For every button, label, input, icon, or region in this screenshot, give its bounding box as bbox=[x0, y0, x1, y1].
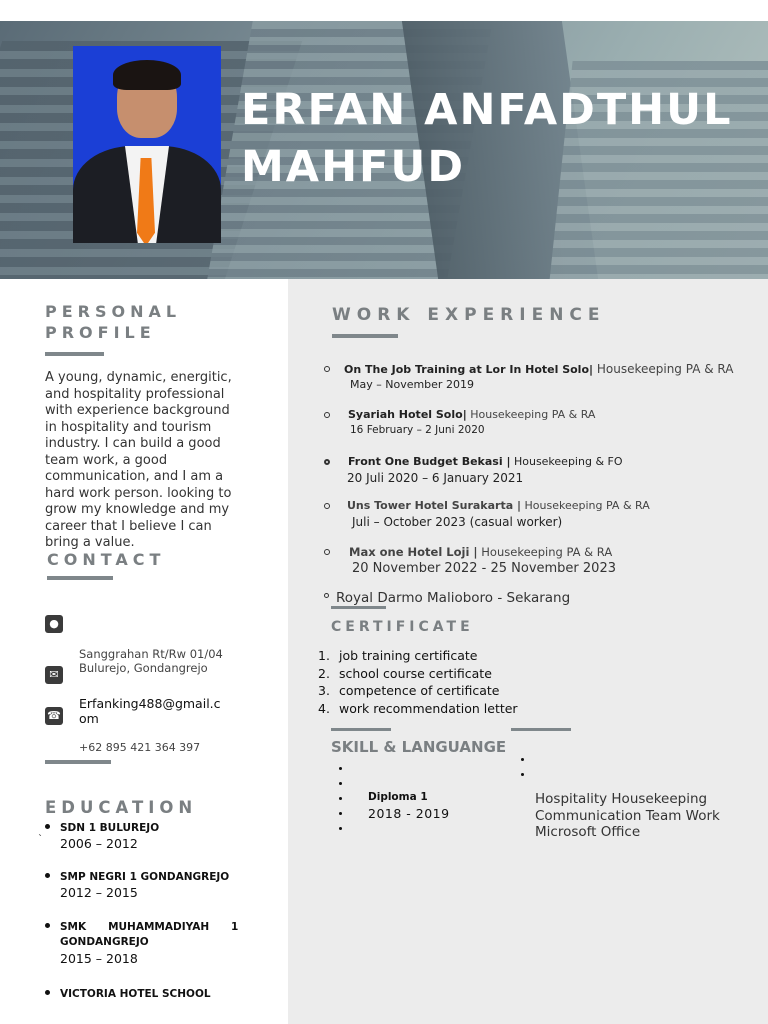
address-line: Bulurejo, Gondangrejo bbox=[79, 661, 208, 675]
work-item bbox=[324, 455, 744, 489]
section-divider bbox=[331, 728, 391, 731]
certificate-label: job training certificate bbox=[339, 648, 478, 663]
school-years: 2012 – 2015 bbox=[60, 885, 138, 900]
separator: | bbox=[513, 499, 522, 512]
section-divider bbox=[45, 352, 104, 356]
separator: | bbox=[469, 545, 478, 559]
certificate-list bbox=[318, 647, 518, 718]
profile-line: in hospitality and tourism bbox=[45, 419, 212, 435]
work-place: Syariah Hotel Solo bbox=[348, 408, 463, 421]
work-item-current: Royal Darmo Malioboro - Sekarang bbox=[336, 590, 571, 606]
school-name: SMK MUHAMMADIYAH 1 bbox=[60, 921, 239, 933]
profile-line: A young, dynamic, energitic, bbox=[45, 370, 232, 385]
circle-bullet-icon bbox=[324, 549, 330, 555]
bullet-icon bbox=[45, 923, 50, 928]
separator: | bbox=[502, 455, 511, 468]
profile-line: with experience background bbox=[45, 403, 230, 418]
bullet-icon bbox=[521, 758, 524, 761]
profile-line: and hospitality professional bbox=[45, 386, 225, 402]
certificate-label: competence of certificate bbox=[339, 683, 500, 699]
skill-line: Hospitality Housekeeping bbox=[535, 791, 708, 807]
profile-text bbox=[45, 370, 235, 552]
certificate-heading: CERTIFICATE bbox=[331, 619, 474, 635]
skill-line: Communication Team Work bbox=[535, 807, 720, 824]
work-item bbox=[324, 408, 744, 442]
phone-icon: ☎ bbox=[45, 707, 63, 725]
education-item bbox=[45, 987, 255, 1003]
work-experience-heading: WORK EXPERIENCE bbox=[332, 305, 606, 325]
heading-line: PROFILE bbox=[45, 323, 156, 342]
separator: | bbox=[462, 408, 467, 421]
skill-language-heading: SKILL & LANGUANGE bbox=[331, 738, 507, 756]
diploma-label: Diploma 1 bbox=[368, 791, 428, 803]
education-item bbox=[45, 870, 255, 900]
work-date: Juli – October 2023 (casual worker) bbox=[352, 515, 563, 529]
circle-bullet-icon bbox=[324, 503, 330, 509]
work-date: 16 February – 2 Juni 2020 bbox=[350, 424, 485, 436]
section-divider bbox=[47, 576, 113, 580]
section-divider bbox=[45, 760, 111, 764]
profile-photo bbox=[73, 46, 221, 243]
circle-bullet-icon bbox=[324, 412, 330, 418]
certificate-label: school course certificate bbox=[339, 665, 492, 681]
email[interactable] bbox=[79, 696, 221, 726]
section-divider bbox=[332, 334, 398, 338]
certificate-item: 2. school course certificate bbox=[318, 665, 492, 681]
work-role: Housekeeping PA & RA bbox=[477, 545, 613, 559]
school-years: 2015 – 2018 bbox=[60, 951, 138, 966]
skills-list bbox=[535, 791, 720, 841]
school-name: SMP NEGRI 1 GONDANGREJO bbox=[60, 871, 230, 883]
work-role: Housekeeping PA & RA bbox=[466, 408, 596, 421]
work-role: Housekeeping PA & RA bbox=[593, 362, 734, 376]
work-place: Front One Budget Bekasi bbox=[348, 455, 503, 468]
work-date: 20 Juli 2020 – 6 January 2021 bbox=[347, 471, 524, 485]
school-years: 2006 – 2012 bbox=[60, 836, 138, 851]
bullet-icon bbox=[45, 824, 50, 829]
bullet-icon bbox=[339, 797, 342, 800]
work-role: Housekeeping & FO bbox=[510, 455, 623, 468]
location-icon: ● bbox=[45, 615, 63, 633]
name-line-1: ERFAN ANFADTHUL bbox=[241, 85, 733, 135]
profile-line: hard work person. looking to bbox=[45, 485, 232, 501]
circle-bullet-icon bbox=[324, 459, 330, 465]
email-line: Erfanking488@gmail.c bbox=[79, 696, 221, 711]
work-item bbox=[324, 499, 744, 533]
certificate-item: 3. competence of certificate bbox=[318, 683, 500, 699]
profile-line: career that I believe I can bbox=[45, 518, 212, 534]
address-line: Sanggrahan Rt/Rw 01/04 bbox=[79, 647, 223, 661]
separator: | bbox=[589, 363, 594, 376]
school-name: GONDANGREJO bbox=[60, 936, 149, 948]
bullet-icon bbox=[339, 782, 342, 785]
work-place: Uns Tower Hotel Surakarta bbox=[347, 499, 514, 512]
profile-line: team work, a good bbox=[45, 452, 168, 468]
section-divider bbox=[331, 606, 386, 609]
work-place: On The Job Training at Lor In Hotel Solo bbox=[344, 363, 590, 376]
profile-line: bring a value. bbox=[45, 535, 135, 550]
profile-line: grow my knowledge and my bbox=[45, 502, 230, 517]
bullet-icon bbox=[45, 990, 50, 995]
mail-icon: ✉ bbox=[45, 666, 63, 684]
bullet-icon bbox=[45, 873, 50, 878]
education-item bbox=[45, 821, 255, 851]
certificate-item: 4. work recommendation letter bbox=[318, 701, 518, 717]
bullet-icon bbox=[339, 827, 342, 830]
email-line: om bbox=[79, 711, 99, 726]
profile-line: industry. I can build a good bbox=[45, 436, 221, 451]
section-divider bbox=[511, 728, 571, 731]
contact-heading: CONTACT bbox=[47, 550, 166, 569]
name-line-2: MAHFUD bbox=[241, 142, 466, 192]
circle-bullet-icon bbox=[324, 366, 330, 372]
bullet-icon bbox=[521, 773, 524, 776]
education-heading: EDUCATION bbox=[45, 798, 198, 817]
work-date: May – November 2019 bbox=[350, 378, 474, 391]
education-item bbox=[45, 920, 255, 970]
circle-bullet-icon bbox=[324, 593, 329, 598]
bullet-icon bbox=[339, 767, 342, 770]
work-place: Max one Hotel Loji bbox=[349, 545, 470, 559]
work-date: 20 November 2022 - 25 November 2023 bbox=[352, 561, 616, 576]
personal-profile-heading bbox=[45, 301, 181, 343]
stray-mark: ` bbox=[38, 834, 43, 845]
diploma-years: 2018 - 2019 bbox=[368, 806, 450, 821]
certificate-item: 1. job training certificate bbox=[318, 648, 478, 663]
candidate-name bbox=[241, 82, 761, 196]
work-role: Housekeeping PA & RA bbox=[521, 499, 650, 512]
school-name: VICTORIA HOTEL SCHOOL bbox=[60, 988, 211, 1000]
phone-number: +62 895 421 364 397 bbox=[79, 741, 201, 754]
school-name: SDN 1 BULUREJO bbox=[60, 822, 160, 834]
work-item bbox=[324, 545, 744, 579]
address bbox=[79, 647, 223, 675]
bullet-icon bbox=[339, 812, 342, 815]
work-item bbox=[324, 362, 744, 396]
skill-line: Microsoft Office bbox=[535, 824, 641, 840]
profile-line: communication, and I am a bbox=[45, 469, 224, 484]
certificate-label: work recommendation letter bbox=[339, 701, 518, 717]
heading-line: PERSONAL bbox=[45, 302, 182, 321]
